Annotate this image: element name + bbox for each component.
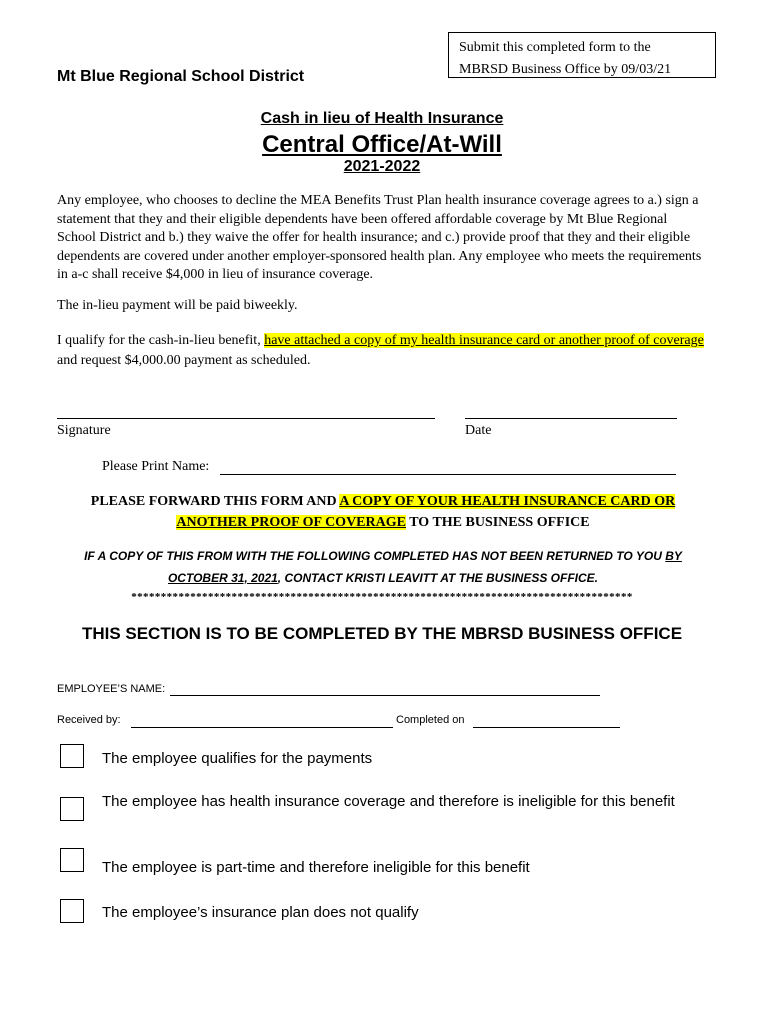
date-line[interactable] [465,418,677,419]
notice-post: , CONTACT KRISTI LEAVITT AT THE BUSINESS OFFICE. [277,571,599,585]
has-coverage-checkbox[interactable] [60,797,84,821]
qualifies-checkbox[interactable] [60,744,84,768]
submit-note-line1: Submit this completed form to the [459,40,651,55]
employee-name-label: EMPLOYEE’S NAME: [57,683,166,695]
form-year: 2021-2022 [343,158,421,175]
qualifies-option-label: The employee qualifies for the payments [102,750,373,767]
qualify-statement [57,331,707,371]
eligibility-paragraph: Any employee, who chooses to decline the MEA Benefits Trust Plan health insurance coverage agrees to a.) sign a statement that they and their eligible dependents have been offered affordable coverage by Mt Blue Regional School District and b.) they waive the offer for health insurance; and c.) provide proof that they and their eligible dependents are covered under another employer-sponsored health plan. Any employee who meets the requirements in a-c shall receive $4,000 in lieu of insurance coverage. [57,193,702,282]
plan-not-qualify-option-label: The employee’s insurance plan does not qualify [102,904,419,921]
qualify-post: and request $4,000.00 payment as scheduled. [57,353,311,368]
forward-post: TO THE BUSINESS OFFICE [405,515,590,530]
qualify-highlight: have attached a copy of my health insurance card or another proof of coverage [264,333,704,348]
received-by-label: Received by: [57,714,121,726]
completed-on-label: Completed on [396,714,465,726]
submit-note-box [448,32,716,78]
part-time-option-label: The employee is part-time and therefore ineligible for this benefit [102,859,530,876]
notice-pre: IF A COPY OF THIS FROM WITH THE FOLLOWING COMPLETED HAS NOT BEEN RETURNED TO YOU [84,549,666,563]
payment-schedule-text: The in-lieu payment will be paid biweekly. [57,298,298,313]
signature-line[interactable] [57,418,435,419]
forward-instruction [58,491,708,533]
print-name-label: Please Print Name: [102,459,210,474]
return-notice [58,545,708,589]
qualify-pre: I qualify for the cash-in-lieu benefit, [57,333,265,348]
form-subtitle: Cash in lieu of Health Insurance [260,110,504,127]
plan-not-qualify-checkbox[interactable] [60,899,84,923]
office-section-heading: THIS SECTION IS TO BE COMPLETED BY THE MBRSD BUSINESS OFFICE [81,624,683,643]
submit-note-line2: MBRSD Business Office by 09/03/21 [459,62,672,77]
notice-deadline: BY OCTOBER 31, 2021 [167,549,682,585]
completed-on-line[interactable] [473,727,620,728]
date-label: Date [465,423,492,438]
form-title: Central Office/At-Will [262,131,502,158]
part-time-checkbox[interactable] [60,848,84,872]
received-by-line[interactable] [131,727,393,728]
star-divider: ************************************************************************************* [131,591,633,603]
forward-highlight: A COPY OF YOUR HEALTH INSURANCE CARD OR ANOTHER PROOF OF COVERAGE [176,494,676,530]
district-name: Mt Blue Regional School District [57,68,305,85]
signature-label: Signature [57,423,111,438]
forward-pre: PLEASE FORWARD THIS FORM AND [90,494,340,509]
employee-name-line[interactable] [170,695,600,696]
has-coverage-option-label: The employee has health insurance coverage and therefore is ineligible for this benefit [102,793,675,810]
print-name-line[interactable] [220,474,676,475]
